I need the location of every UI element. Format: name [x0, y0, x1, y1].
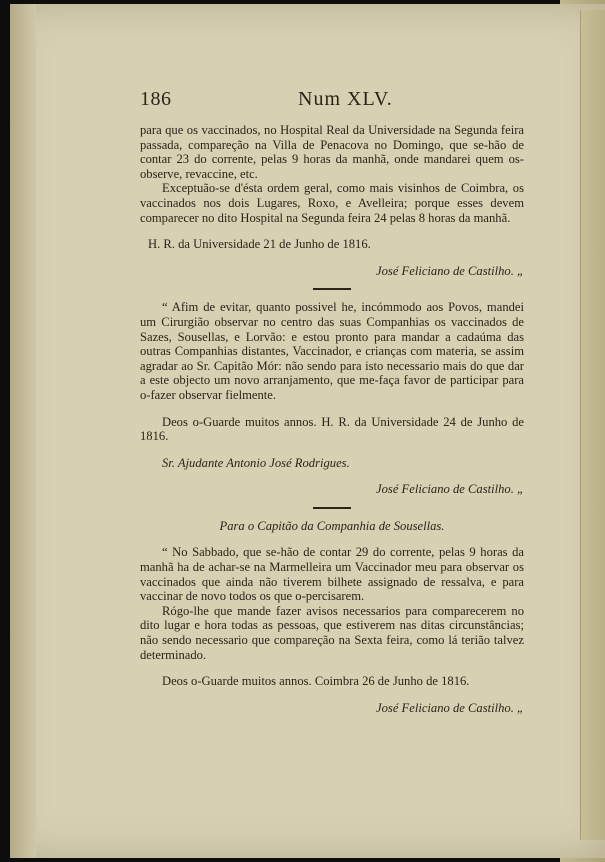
paragraph: “ Afim de evitar, quanto possivel he, incómmodo aos Povos, mandei um Cirurgião observar no centro das suas Companhias os vaccinados de Sazes, Sousellas, e Lorvão: e estou pronto para mandar a cadaúma das outras Companhias distantes, Vaccinador, e crianças com materia, se assim agradar ao Sr. Capitão Mór: não sendo para isto necessario mais do que dar a este objecto um novo arranjamento, que me-faça favor de participar para o-fazer observar fielmente. [140, 300, 524, 402]
paragraph: para que os vaccinados, no Hospital Real da Universidade na Segunda feira passada, compareção na Villa de Penacova no Domingo, que se-hão de contar 23 do corrente, pelas 9 horas da manhã, onde mandarei quem os-observe, revaccine, etc. [140, 123, 524, 181]
section-divider [313, 507, 351, 509]
page-text-block [140, 88, 524, 715]
signature: José Feliciano de Castilho. „ [376, 263, 524, 278]
article-body [140, 123, 524, 715]
issue-title: Num XLV. [298, 88, 393, 110]
page-number: 186 [140, 88, 172, 110]
paragraph: Exceptuão-se d'ésta ordem geral, como mais visinhos de Coimbra, os vaccinados nos dois Lugares, Roxo, e Avelleira; porque esses devem comparecer no dito Hospital na Segunda feira 24 pelas 8 horas da manhã. [140, 181, 524, 225]
closing: Deos o-Guarde muitos annos. H. R. da Universidade 24 de Junho de 1816. [140, 414, 524, 444]
section-divider [313, 288, 351, 290]
running-header [140, 88, 524, 116]
paragraph: “ No Sabbado, que se-hão de contar 29 do corrente, pelas 9 horas da manhã ha de achar-se na Marmelleira um Vaccinador meu para observar os vaccinados que ainda não tiverem bilhete assignado de ressalva, e para vaccinar de novo todos os que o-percisarem. [140, 545, 524, 604]
closing: Deos o-Guarde muitos annos. Coimbra 26 de Junho de 1816. [162, 674, 470, 689]
page-gutter [10, 4, 36, 858]
signature: José Feliciano de Castilho. „ [376, 482, 524, 497]
section-heading: Para o Capitão da Companhia de Sousellas. [219, 518, 445, 533]
dateline: H. R. da Universidade 21 de Junho de 1816. [148, 237, 371, 252]
paragraph: Rógo-lhe que mande fazer avisos necessarios para comparecerem no dito lugar e hora todas as pessoas, que estiverem nas ditas circunstâncias; não sendo necessario que compareção na Sexta feira, como lá terião talvez determinado. [140, 603, 524, 662]
addressee: Sr. Ajudante Antonio José Rodrigues. [162, 455, 350, 470]
page-fore-edge [580, 10, 605, 840]
signature: José Feliciano de Castilho. „ [376, 700, 524, 715]
